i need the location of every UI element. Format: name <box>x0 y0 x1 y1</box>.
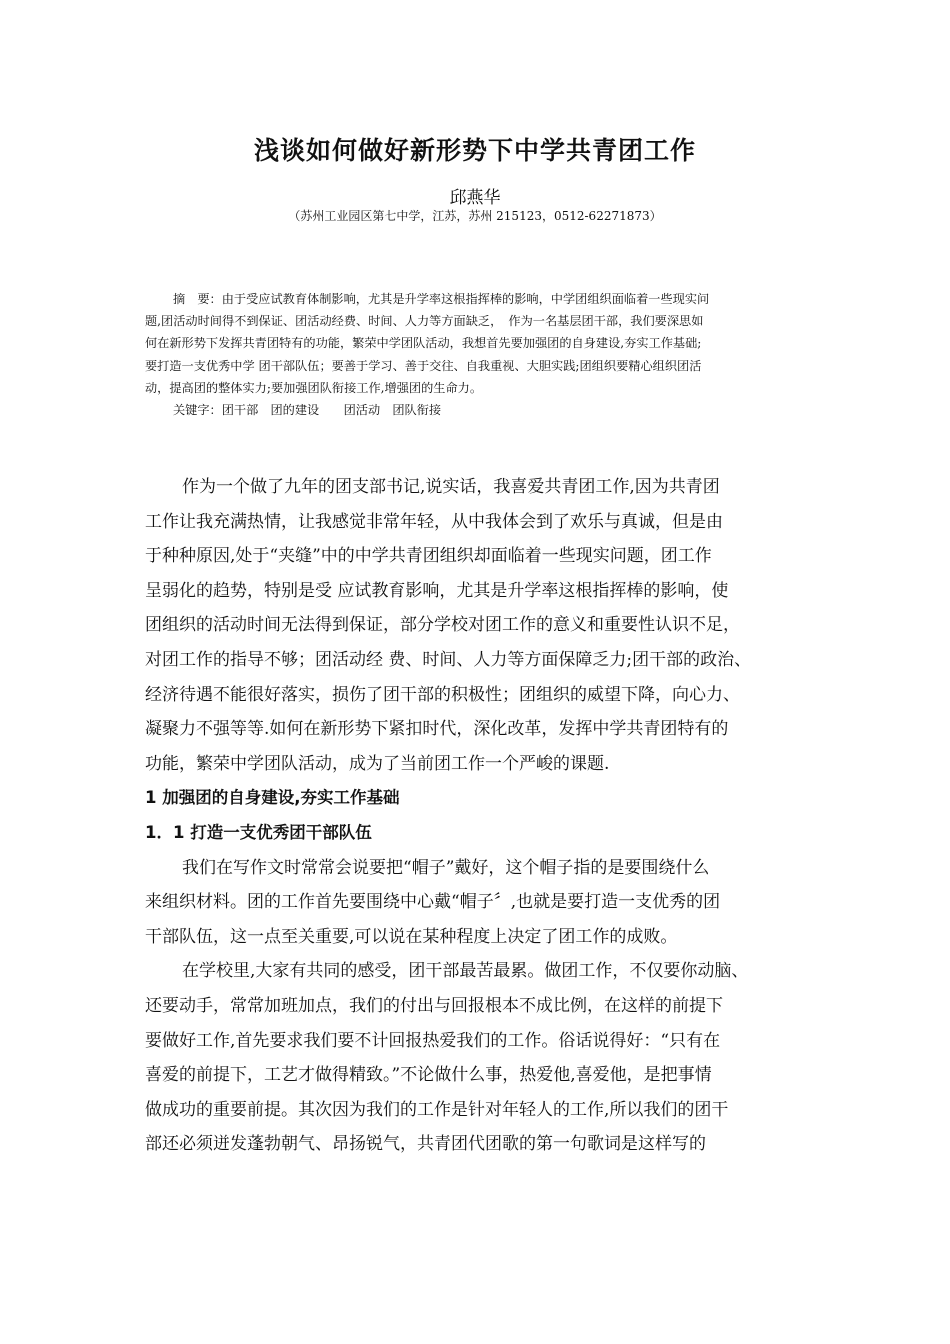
paragraph-line: 经济待遇不能很好落实，损伤了团干部的积极性；团组织的威望下降，向心力、 <box>145 684 740 705</box>
keywords: 关键字：团干部 团的建设 团活动 团队衔接 <box>173 402 442 417</box>
paragraph-line: 对团工作的指导不够；团活动经 费、时间、人力等方面保障乏力;团干部的政治、 <box>145 649 752 670</box>
author-name: 邱燕华 <box>449 188 501 208</box>
author-affiliation: （苏州工业园区第七中学，江苏，苏州 215123，0512-62271873） <box>288 209 662 223</box>
paragraph-line: 功能，繁荣中学团队活动，成为了当前团工作一个严峻的课题. <box>145 753 610 774</box>
abstract-line: 动，提高团的整体实力;要加强团队衔接工作,增强团的生命力。 <box>145 380 483 395</box>
paragraph-line: 要做好工作,首先要求我们要不计回报热爱我们的工作。俗话说得好：“只有在 <box>145 1030 721 1051</box>
abstract-line: 何在新形势下发挥共青团特有的功能，繁荣中学团队活动，我想首先要加强团的自身建设,夯实工作基础; <box>145 336 702 351</box>
document-title: 浅谈如何做好新形势下中学共青团工作 <box>253 136 696 165</box>
paragraph-line: 还要动手，常常加班加点，我们的付出与回报根本不成比例，在这样的前提下 <box>145 995 723 1016</box>
paragraph-line: 凝聚力不强等等.如何在新形势下紧扣时代，深化改革，发挥中学共青团特有的 <box>145 719 729 740</box>
paragraph-line: 部还必须迸发蓬勃朝气、昂扬锐气，共青团代团歌的第一句歌词是这样写的 <box>145 1134 706 1155</box>
subsection-heading: 1．1 打造一支优秀团干部队伍 <box>145 822 372 842</box>
paragraph-line: 在学校里,大家有共同的感受，团干部最苦最累。做团工作，不仅要你动脑、 <box>182 961 749 982</box>
paragraph-line: 工作让我充满热情，让我感觉非常年轻，从中我体会到了欢乐与真诚，但是由 <box>145 511 723 532</box>
abstract-line: 题,团活动时间得不到保证、团活动经费、时间、人力等方面缺乏， 作为一名基层团干部，我们要深思如 <box>145 314 704 329</box>
paragraph-line: 团组织的活动时间无法得到保证，部分学校对团工作的意义和重要性认识不足， <box>145 615 740 636</box>
abstract <box>145 288 805 421</box>
paragraph-line: 我们在写作文时常常会说要把“帽子”戴好，这个帽子指的是要围绕什么 <box>182 857 710 878</box>
section-heading: 1 加强团的自身建设,夯实工作基础 <box>145 788 400 808</box>
abstract-line: 要打造一支优秀中学 团干部队伍；要善于学习、善于交往、自我重视、大胆实践;团组织要精心组织团活 <box>145 358 702 373</box>
paragraph-line: 呈弱化的趋势，特别是受 应试教育影响，尤其是升学率这根指挥棒的影响，使 <box>145 580 729 601</box>
body-text <box>145 470 825 1162</box>
paragraph-line: 来组织材料。团的工作首先要围绕中心戴“帽子〞,也就是要打造一支优秀的团 <box>145 892 721 913</box>
paragraph-line: 于种种原因,处于“夹缝”中的中学共青团组织却面临着一些现实问题，团工作 <box>145 546 712 567</box>
abstract-line: 摘 要：由于受应试教育体制影响，尤其是升学率这根指挥棒的影响，中学团组织面临着一些现实问 <box>173 292 710 306</box>
paragraph-line: 干部队伍，这一点至关重要,可以说在某种程度上决定了团工作的成败。 <box>145 926 678 947</box>
paragraph-line: 作为一个做了九年的团支部书记,说实话，我喜爱共青团工作,因为共青团 <box>182 477 720 497</box>
paragraph-line: 喜爱的前提下，工艺才做得精致。”不论做什么事，热爱他,喜爱他，是把事情 <box>145 1065 712 1086</box>
paragraph-line: 做成功的重要前提。其次因为我们的工作是针对年轻人的工作,所以我们的团干 <box>145 1099 729 1120</box>
